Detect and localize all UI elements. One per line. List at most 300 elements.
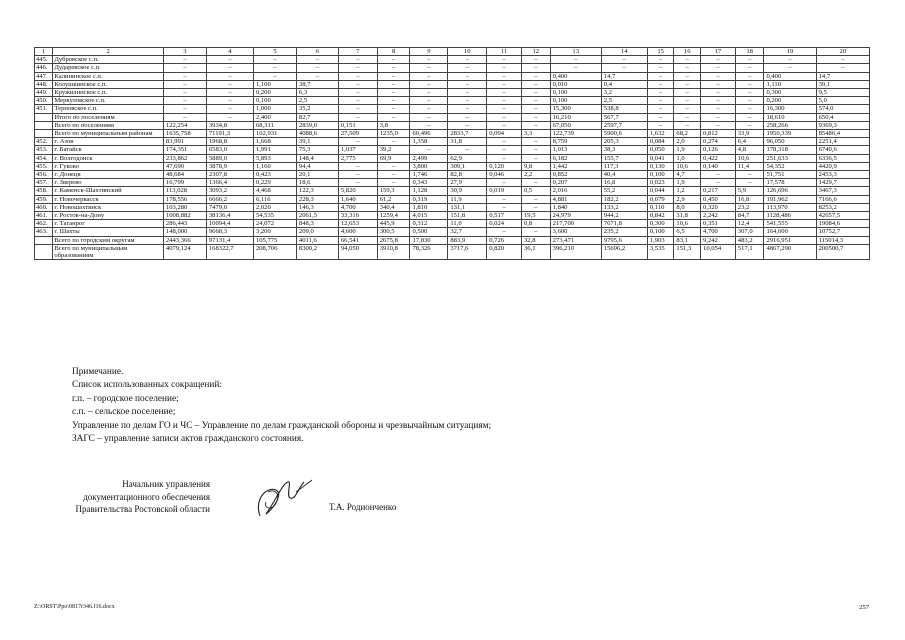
notes-line: ЗАГС – управление записи актов гражданского состояния. (72, 434, 304, 445)
column-number: 7 (338, 48, 377, 56)
table-cell: 38,3 (601, 146, 647, 154)
table-cell: – (487, 72, 522, 80)
table-cell: 205,3 (601, 138, 647, 146)
table-cell: 55,2 (601, 187, 647, 195)
table-cell: 10094,4 (206, 220, 253, 228)
table-cell: 6336,5 (816, 154, 869, 162)
table-cell: 251,633 (764, 154, 816, 162)
table-cell: 228,3 (296, 195, 338, 203)
table-cell: – (701, 64, 736, 72)
table-cell: 1,9 (674, 179, 701, 187)
table-cell: – (410, 121, 448, 129)
table-cell: 1,442 (550, 162, 601, 170)
table-cell: 39,2 (377, 146, 410, 154)
row-index: 461. (35, 212, 53, 220)
table-cell: 2675,8 (377, 236, 410, 244)
row-index: 446. (35, 64, 53, 72)
table-cell: – (521, 89, 550, 97)
table-cell: 0,820 (487, 244, 522, 259)
table-cell: – (521, 80, 550, 88)
table-cell: 11,0 (448, 220, 487, 228)
table-cell: 4,700 (338, 203, 377, 211)
notes-line: Управление по делам ГО и ЧС – Управление по делам гражданской обороны и чрезвычайным ситуациям; (72, 420, 492, 431)
table-cell: – (521, 113, 550, 121)
table-cell: 1,358 (410, 138, 448, 146)
table-cell: 2061,5 (296, 212, 338, 220)
table-cell: 0,842 (647, 212, 674, 220)
notes-abbr-title: Список использованных сокращений: (72, 380, 222, 391)
table-cell: 68,311 (253, 121, 296, 129)
table-row (35, 138, 870, 146)
table-row (35, 228, 870, 236)
row-label: г. Волгодонск (53, 154, 164, 162)
row-label: Дубровское с.п. (53, 56, 164, 64)
table-cell: – (521, 72, 550, 80)
table-cell: – (448, 146, 487, 154)
table-cell: 54,535 (253, 212, 296, 220)
table-cell: 38,7 (296, 80, 338, 88)
table-cell: 9795,6 (601, 236, 647, 244)
table-cell: – (206, 64, 253, 72)
table-cell: 0,423 (253, 171, 296, 179)
table-cell: 3,800 (410, 162, 448, 170)
table-cell: 217,700 (550, 220, 601, 228)
table-cell: 9,8 (521, 162, 550, 170)
table-cell: – (764, 64, 816, 72)
table-cell: 19084,6 (816, 220, 869, 228)
table-row (35, 130, 870, 138)
table-cell: – (296, 56, 338, 64)
table-row (35, 121, 870, 129)
table-cell: 200500,7 (816, 244, 869, 259)
table-cell: – (163, 89, 206, 97)
table-cell: – (816, 64, 869, 72)
table-cell: 0,041 (647, 154, 674, 162)
row-label: Калининское с.п. (53, 72, 164, 80)
table-cell: – (448, 105, 487, 113)
table-cell: – (521, 154, 550, 162)
table-cell: – (448, 72, 487, 80)
table-cell: 0,400 (764, 72, 816, 80)
table-cell: – (521, 64, 550, 72)
table-cell: 1,632 (647, 130, 674, 138)
table-cell: 0,351 (701, 220, 736, 228)
table-cell: 16,300 (764, 105, 816, 113)
table-cell: – (601, 64, 647, 72)
position-line: Правительства Ростовской области (75, 504, 210, 515)
table-cell: – (206, 97, 253, 105)
table-cell: 0,100 (647, 171, 674, 179)
table-cell: – (338, 105, 377, 113)
table-cell: 2307,8 (206, 171, 253, 179)
row-index (35, 130, 53, 138)
table-cell: – (487, 195, 522, 203)
table-cell: – (816, 56, 869, 64)
table-cell: 67,050 (550, 121, 601, 129)
column-number: 3 (163, 48, 206, 56)
table-cell: 0,4 (601, 80, 647, 88)
table-cell: 8253,2 (816, 203, 869, 211)
row-index: 445. (35, 56, 53, 64)
table-cell: – (448, 64, 487, 72)
table-cell: – (701, 113, 736, 121)
table-cell: – (206, 56, 253, 64)
row-index: 452. (35, 138, 53, 146)
table-cell: 3934,8 (206, 121, 253, 129)
table-cell: 84,7 (735, 212, 764, 220)
column-number: 15 (647, 48, 674, 56)
table-cell: 6740,6 (816, 146, 869, 154)
table-cell: – (410, 56, 448, 64)
table-cell: 4,8 (735, 146, 764, 154)
table-cell: 0,300 (647, 220, 674, 228)
table-cell: 848,3 (296, 220, 338, 228)
table-cell: 0,274 (701, 138, 736, 146)
table-cell: 3467,3 (816, 187, 869, 195)
table-cell: – (377, 179, 410, 187)
table-cell: 83,1 (674, 236, 701, 244)
table-cell: 9369,3 (816, 121, 869, 129)
table-cell: – (735, 171, 764, 179)
table-cell: 113,028 (163, 187, 206, 195)
table-cell: – (735, 105, 764, 113)
table-cell: 0,100 (647, 228, 674, 236)
table-cell: 4,600 (338, 228, 377, 236)
table-cell: 2,499 (410, 154, 448, 162)
table-cell: – (206, 72, 253, 80)
table-cell: 235,2 (601, 228, 647, 236)
row-index: 462. (35, 220, 53, 228)
row-index (35, 236, 53, 244)
table-cell: 12,653 (338, 220, 377, 228)
table-cell: 0,726 (487, 236, 522, 244)
table-cell: – (521, 97, 550, 105)
table-cell: 178,318 (764, 146, 816, 154)
table-cell: 178,556 (163, 195, 206, 203)
table-cell: 3,8 (377, 121, 410, 129)
table-cell: 1,000 (253, 105, 296, 113)
table-row (35, 146, 870, 154)
table-cell: 4079,124 (163, 244, 206, 259)
table-cell: 33,316 (338, 212, 377, 220)
table-cell: – (647, 89, 674, 97)
table-cell: – (735, 80, 764, 88)
table-cell: 16,8 (735, 195, 764, 203)
table-cell: 3,2 (601, 89, 647, 97)
column-number: 18 (735, 48, 764, 56)
table-cell: 258,266 (764, 121, 816, 129)
table-cell: 2597,7 (601, 121, 647, 129)
table-cell: 191,962 (764, 195, 816, 203)
table-cell: – (377, 56, 410, 64)
column-number: 20 (816, 48, 869, 56)
row-index: 463. (35, 228, 53, 236)
table-cell: 7671,8 (601, 220, 647, 228)
row-index: 457. (35, 179, 53, 187)
table-cell: – (377, 105, 410, 113)
table-cell: 7166,6 (816, 195, 869, 203)
table-cell: – (647, 97, 674, 105)
table-cell: – (296, 64, 338, 72)
table-cell: 4,015 (410, 212, 448, 220)
table-cell: 208,706 (253, 244, 296, 259)
table-cell: 445,9 (377, 220, 410, 228)
table-cell: 10,6 (674, 162, 701, 170)
table-cell: 1,100 (253, 80, 296, 88)
row-index: 460. (35, 203, 53, 211)
table-cell: – (674, 56, 701, 64)
row-label: г. Таганрог (53, 220, 164, 228)
table-cell: 1128,486 (764, 212, 816, 220)
table-cell: 61,2 (377, 195, 410, 203)
table-cell: 23,2 (735, 203, 764, 211)
column-number: 16 (674, 48, 701, 56)
table-cell: 300,5 (377, 228, 410, 236)
table-row (35, 187, 870, 195)
table-cell: – (735, 113, 764, 121)
table-cell: 0,5 (521, 187, 550, 195)
table-cell: 105,775 (253, 236, 296, 244)
table-cell: 151,8 (448, 212, 487, 220)
row-index: 447. (35, 72, 53, 80)
table-cell: – (521, 105, 550, 113)
notes-block (72, 366, 491, 446)
table-row (35, 113, 870, 121)
table-cell: – (338, 56, 377, 64)
table-cell: – (448, 89, 487, 97)
table-cell: 94,4 (296, 162, 338, 170)
table-cell: 2839,0 (296, 121, 338, 129)
table-cell: 24,072 (253, 220, 296, 228)
table-cell: 5,0 (816, 97, 869, 105)
table-cell: – (377, 171, 410, 179)
table-row (35, 171, 870, 179)
table-cell: 39,1 (816, 80, 869, 88)
row-index: 448. (35, 80, 53, 88)
table-cell: 126,696 (764, 187, 816, 195)
table-cell: 0,319 (410, 195, 448, 203)
table-cell: 2916,951 (764, 236, 816, 244)
table-cell: 24,979 (550, 212, 601, 220)
table-cell: 1,2 (674, 187, 701, 195)
table-cell: – (448, 121, 487, 129)
table-cell: – (701, 89, 736, 97)
table-cell: 517,1 (735, 244, 764, 259)
table-cell: 10,6 (735, 154, 764, 162)
table-cell: 9,242 (701, 236, 736, 244)
table-cell: 273,471 (550, 236, 601, 244)
table-cell: 159,3 (377, 187, 410, 195)
table-cell: – (338, 89, 377, 97)
table-cell: – (647, 105, 674, 113)
table-cell: 5,9 (735, 187, 764, 195)
table-cell: – (206, 113, 253, 121)
column-number: 4 (206, 48, 253, 56)
table-cell: 6,4 (735, 138, 764, 146)
table-cell: 5889,0 (206, 154, 253, 162)
column-number: 14 (601, 48, 647, 56)
table-cell: 18,610 (764, 113, 816, 121)
table-cell: 11,9 (448, 195, 487, 203)
table-cell: 60,496 (410, 130, 448, 138)
table-cell: – (163, 72, 206, 80)
table-cell: 71191,3 (206, 130, 253, 138)
table-cell: – (674, 113, 701, 121)
table-cell: 1,810 (410, 203, 448, 211)
table-cell: – (338, 162, 377, 170)
row-label: г. Зверево (53, 179, 164, 187)
table-cell: 10752,7 (816, 228, 869, 236)
table-cell: – (410, 72, 448, 80)
table-cell: 0,110 (647, 203, 674, 211)
table-row (35, 97, 870, 105)
table-cell: 0,300 (764, 89, 816, 97)
column-number: 8 (377, 48, 410, 56)
table-cell: – (448, 97, 487, 105)
table-cell: 51,751 (764, 171, 816, 179)
table-cell: – (674, 89, 701, 97)
table-cell: 31,8 (674, 212, 701, 220)
table-cell: 209,0 (296, 228, 338, 236)
table-cell: 133,2 (601, 203, 647, 211)
table-cell: 32,7 (448, 228, 487, 236)
table-cell: 2,5 (601, 97, 647, 105)
page-number: 257 (859, 604, 869, 611)
table-row (35, 212, 870, 220)
table-cell: 0,517 (487, 212, 522, 220)
row-label: Всего по городским округам (53, 236, 164, 244)
table-cell: – (206, 105, 253, 113)
table-cell: 10,054 (701, 244, 736, 259)
table-cell: 1,640 (338, 195, 377, 203)
table-cell: 102,931 (253, 130, 296, 138)
table-cell: 16,8 (601, 179, 647, 187)
table-cell: 82,7 (296, 113, 338, 121)
table-row (35, 64, 870, 72)
table-cell: 0,312 (410, 220, 448, 228)
table-cell: 3,200 (253, 228, 296, 236)
table-cell: – (521, 138, 550, 146)
table-cell: 151,3 (674, 244, 701, 259)
table-cell: – (487, 105, 522, 113)
table-cell: – (377, 72, 410, 80)
notes-line: г.п. – городское поселение; (72, 393, 179, 404)
table-cell: 17,830 (410, 236, 448, 244)
row-label: Меркуловское с.п. (53, 97, 164, 105)
handwritten-signature (246, 470, 316, 530)
row-label: г. Гуково (53, 162, 164, 170)
table-cell: 1,110 (764, 80, 816, 88)
table-cell: – (487, 121, 522, 129)
column-number: 6 (296, 48, 338, 56)
table-cell: 0,217 (701, 187, 736, 195)
table-cell: 12,4 (735, 220, 764, 228)
table-cell: 2833,7 (448, 130, 487, 138)
table-row (35, 162, 870, 170)
table-cell: 1,746 (410, 171, 448, 179)
row-label: Колушкинское с.п. (53, 80, 164, 88)
column-number: 11 (487, 48, 522, 56)
table-cell: 174,351 (163, 146, 206, 154)
table-cell: – (487, 146, 522, 154)
table-cell: 8,759 (550, 138, 601, 146)
table-cell: 0,320 (701, 203, 736, 211)
row-label: г. Новочеркасск (53, 195, 164, 203)
table-cell: 8300,2 (296, 244, 338, 259)
table-cell: 0,500 (410, 228, 448, 236)
table-cell: 35,2 (296, 105, 338, 113)
row-index (35, 121, 53, 129)
row-label: Всего по муниципальным образованиям (53, 244, 164, 259)
table-cell: – (764, 56, 816, 64)
table-cell: – (521, 195, 550, 203)
table-cell: – (253, 56, 296, 64)
table-cell: 650,4 (816, 113, 869, 121)
table-cell: – (487, 80, 522, 88)
table-cell: 1,160 (253, 162, 296, 170)
row-label: Всего по муниципальным районам (53, 130, 164, 138)
table-cell: – (550, 64, 601, 72)
table-cell: – (487, 138, 522, 146)
table-cell: – (674, 72, 701, 80)
table-cell: – (735, 97, 764, 105)
table-cell: 5900,6 (601, 130, 647, 138)
table-cell: – (674, 64, 701, 72)
table-cell: – (377, 64, 410, 72)
table-cell: 0,852 (550, 171, 601, 179)
table-cell: 9668,3 (206, 228, 253, 236)
table-cell: 4,468 (253, 187, 296, 195)
table-cell: 97131,4 (206, 236, 253, 244)
table-cell: – (550, 56, 601, 64)
table-row (35, 80, 870, 88)
table-cell: 3,3 (521, 130, 550, 138)
table-cell: 0,079 (647, 195, 674, 203)
table-cell: – (521, 203, 550, 211)
table-cell: 3093,2 (206, 187, 253, 195)
signatory-position (40, 478, 210, 516)
table-cell: 309,1 (448, 162, 487, 170)
table-cell: 115014,3 (816, 236, 869, 244)
table-cell: – (487, 113, 522, 121)
table-cell: – (487, 154, 522, 162)
row-label: г. Каменск-Шахтинский (53, 187, 164, 195)
table-cell: – (410, 89, 448, 97)
table-cell: 2,0 (674, 138, 701, 146)
table-cell: 883,9 (448, 236, 487, 244)
table-cell: – (701, 56, 736, 64)
table-cell: 0,130 (647, 162, 674, 170)
table-cell: 20,1 (296, 171, 338, 179)
table-cell: 6583,0 (206, 146, 253, 154)
table-cell: 2,9 (674, 195, 701, 203)
table-cell: 0,100 (550, 89, 601, 97)
table-cell: – (521, 121, 550, 129)
table-cell: – (338, 138, 377, 146)
table-cell: 0,200 (253, 89, 296, 97)
column-number: 9 (410, 48, 448, 56)
table-cell: – (338, 64, 377, 72)
table-cell: 17,578 (764, 179, 816, 187)
table-cell: – (521, 228, 550, 236)
table-cell: 483,2 (735, 236, 764, 244)
table-cell: – (163, 113, 206, 121)
table-cell: – (163, 56, 206, 64)
table-cell: 19,5 (521, 212, 550, 220)
table-cell: 0,046 (487, 171, 522, 179)
table-cell: 0,100 (550, 97, 601, 105)
table-cell: 1,903 (647, 236, 674, 244)
